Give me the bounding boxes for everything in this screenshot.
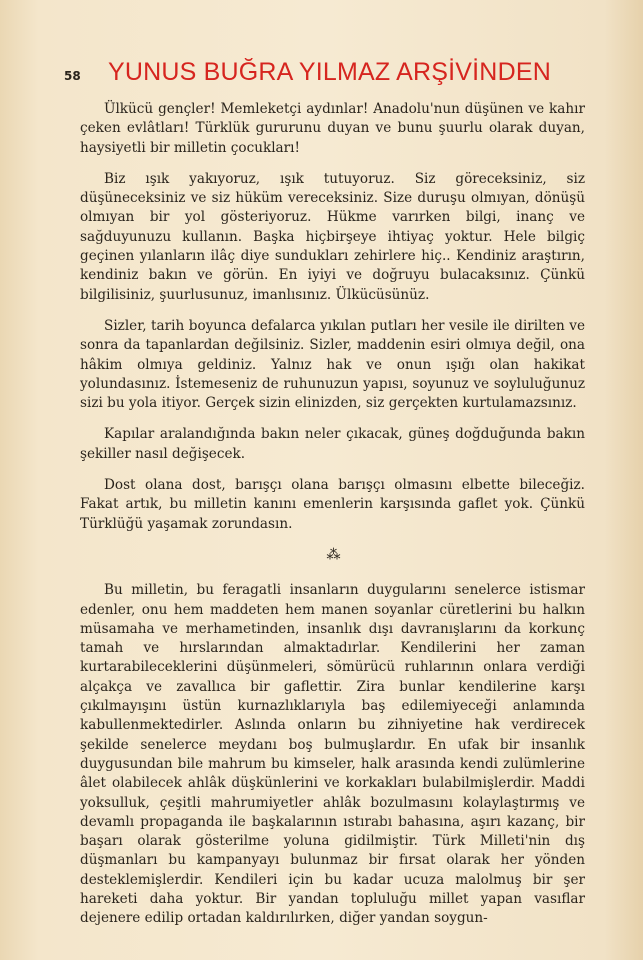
paragraph: Biz ışık yakıyoruz, ışık tutuyoruz. Siz göreceksiniz, siz düşüneceksiniz ve siz hüküm vereceksiniz. Size duruşu olmıyan, dönüşü olmıyan bir yol gösteriyoruz. Hükme varırken bilgi, inanç ve sağduyunuzu kullanın. Başka hiçbirşeye ihtiyaç yoktur. Hele bilgiç geçinen yılanların ilâç diye sundukları zehirlere hiç.. Kendiniz araştırın, kendiniz bakın ve görün. En iyiyi ve doğruyu bulacaksınız. Çünkü bilgilisiniz, şuurlusunuz, imanlısınız. Ülkücüsünüz. xyxy=(80,170,585,303)
page-number: 58 xyxy=(64,69,81,83)
paragraph: Dost olana dost, barışçı olana barışçı olmasını elbette bileceğiz. Fakat artık, bu milletin kanını emenlerin karşısında gaflet yok. Çünkü Türklüğü yaşamak zorundasın. xyxy=(80,477,585,532)
body-text xyxy=(80,100,585,941)
page-header xyxy=(64,60,603,85)
paragraph: Bu milletin, bu feragatli insanların duygularını senelerce istismar edenler, onu hem maddeten hem manen soyanlar cüretlerini bu halkın müsamaha ve merhametinden, insanlık dışı davranışlarını da korkunç tamah ve hırslarından almaktadırlar. Kendilerini her zaman kurtarabileceklerini düşünmeleri, sömürücü ruhlarının onlara verdiği alçakça ve zavallıca bir gaflettir. Zira bunlar kendilerine karşı çıkılmayışını üstün kurnazlıklarıyla baş edilemiyeceği anlamında kabullenmektedirler. Aslında onların bu zihniyetine hak verdirecek şekilde senelerce meydanı boş bulmuşlardır. En ufak bir insanlık duygusundan bile mahrum bu kimseler, halk arasında kendi zulümlerine âlet olabilecek ahlâk düşkünlerini ve korkakları bulabilmişlerdir. Maddi yoksulluk, çeşitli mahrumiyetler ahlâk bozulmasını kolaylaştırmış ve devamlı propaganda ile başkalarının ıstırabı bahasına, aşırı kazanç, bir başarı olarak gösterilme yoluna gidilmiştir. Türk Milleti'nin dış düşmanları bu kampanyayı bulunmaz bir fırsat olarak her yönden desteklemişlerdir. Kendileri için bu kadar ucuza malolmuş bir şer hareketi daha yoktur. Bir yandan topluluğu millet yapan vasıflar dejenere edilip ortadan kaldırılırken, diğer yandan soygun- xyxy=(80,582,585,927)
paragraph: Sizler, tarih boyunca defalarca yıkılan putları her vesile ile dirilten ve sonra da tapanlardan değilsiniz. Sizler, maddenin esiri olmıya değil, ona hâkim olmıya geldiniz. Yalnız hak ve onun ışığı olan hakikat yolundasınız. İstemeseniz de ruhunuzun yapısı, soyunuz ve soyluluğunuz sizi bu yola itiyor. Gerçek sizin elinizden, siz gerçekten kurtulamazsınız. xyxy=(80,317,585,412)
archive-title: YUNUS BUĞRA YILMAZ ARŞİVİNDEN xyxy=(108,58,551,86)
paragraph: Kapılar aralandığında bakın neler çıkacak, güneş doğduğunda bakın şekiller nasıl değişecek. xyxy=(80,426,585,462)
paragraph: Ülkücü gençler! Memleketçi aydınlar! Anadolu'nun düşünen ve kahır çeken evlâtları! Türklük gururunu duyan ve bunu şuurlu olarak duyan, haysiyetli bir milletin çocukları! xyxy=(80,101,585,156)
section-separator: ⁂ xyxy=(326,546,339,563)
